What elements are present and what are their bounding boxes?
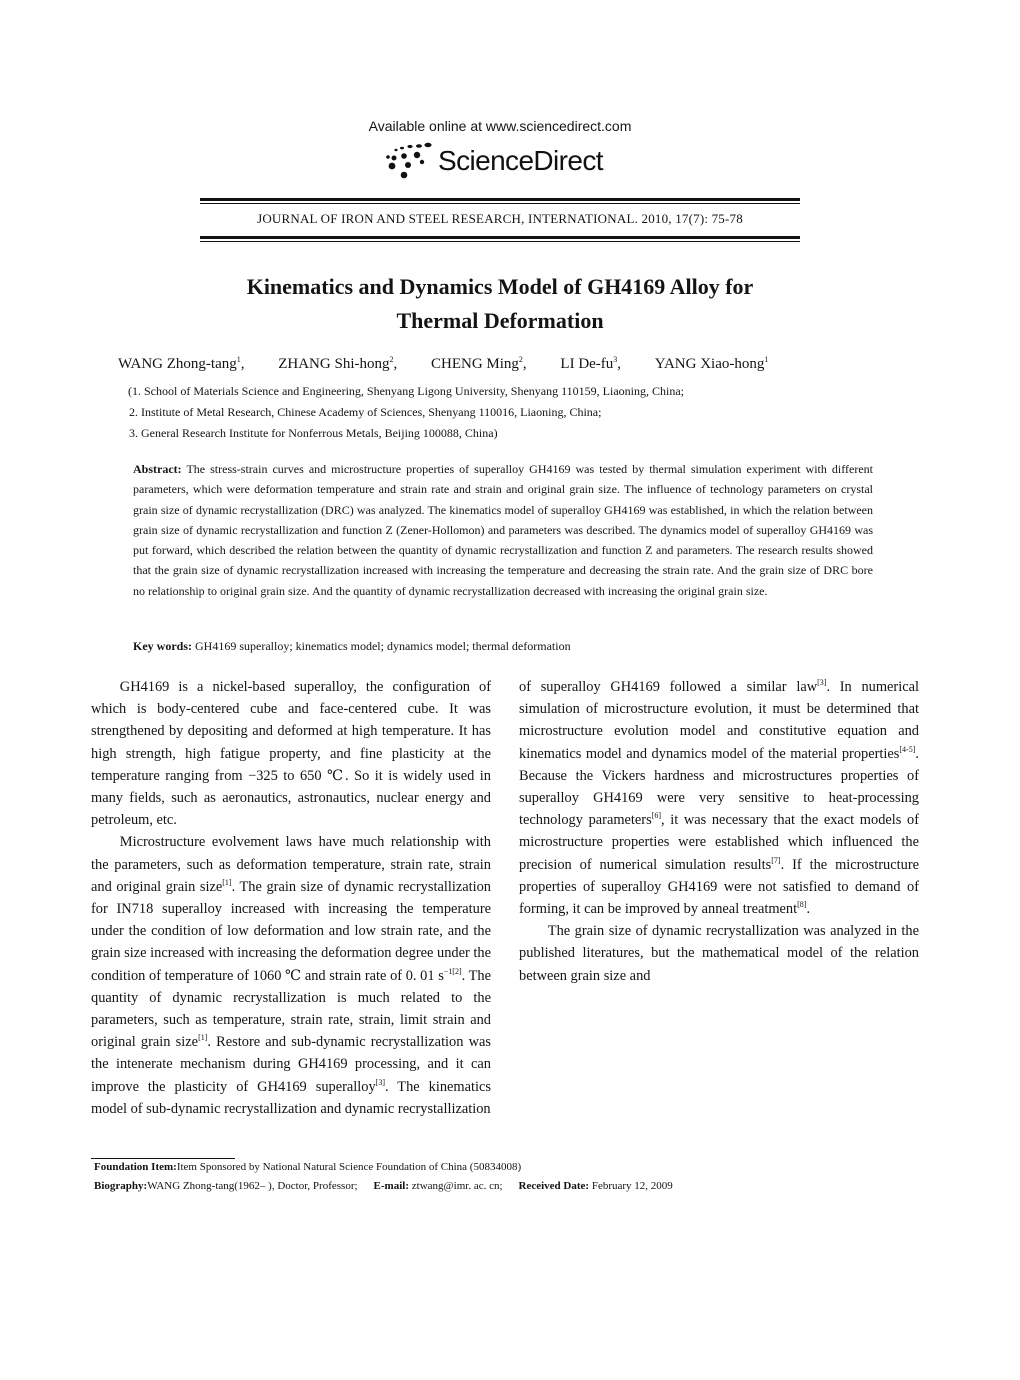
footnote-label: E-mail: xyxy=(373,1180,409,1192)
footnote-text: Item Sponsored by National Natural Science Foundation of China (50834008) xyxy=(176,1161,522,1173)
footnote-text: February 12, 2009 xyxy=(591,1180,673,1192)
citation-ref: [3] xyxy=(817,678,827,688)
body-text: . Because the Vickers hardness and microstructures properties of superalloy GH4169 were very sensitive to heat-processing technology parameters xyxy=(519,745,919,829)
author-name: WANG Zhong-tang xyxy=(118,356,237,372)
author-affiliation-mark: 1 xyxy=(236,355,241,364)
keywords-text: GH4169 superalloy; kinematics model; dynamics model; thermal deformation xyxy=(195,639,571,653)
body-text: , it was necessary that the exact models of microstructure properties were established which influenced the precision of numerical simulation results xyxy=(519,812,919,873)
citation-ref: [1] xyxy=(198,1033,208,1043)
citation-ref: [8] xyxy=(797,900,807,910)
sciencedirect-dots-icon xyxy=(380,138,440,184)
citation-ref: [7] xyxy=(771,855,781,865)
paper-title-line: Thermal Deformation xyxy=(396,308,604,333)
author-separator: , xyxy=(240,356,245,372)
header-rule xyxy=(200,203,800,204)
body-text: . If the microstructure properties of superalloy GH4169 were not satisfied to demand of forming, it can be improved by anneal treatment xyxy=(519,856,920,918)
body-text: . In numerical simulation of microstructure evolution, it must be determined that microstructure evolution model and constitutive equation and kinematics model and dynamics model of the material properties xyxy=(519,679,919,762)
body-column-left xyxy=(91,676,491,1120)
footnote-text: ztwang@imr. ac. cn; xyxy=(411,1180,503,1192)
header-rule xyxy=(200,236,800,239)
author xyxy=(655,355,769,373)
body-text: of superalloy GH4169 followed a similar law xyxy=(519,679,818,695)
footnote-rule xyxy=(91,1158,235,1159)
citation-ref: [4-5] xyxy=(899,744,916,754)
author-list xyxy=(118,355,768,373)
sciencedirect-logo xyxy=(380,138,640,184)
body-text: Microstructure evolvement laws have much relationship with the parameters, such as deformation temperature, strain rate, strain and original grain size xyxy=(91,834,491,895)
affiliation-list xyxy=(128,381,684,444)
body-paragraph xyxy=(91,831,491,1120)
citation-ref: [1] xyxy=(222,878,232,888)
body-text: . The quantity of dynamic recrystallization is much related to the parameters, such as temperature, strain rate, strain, limit strain and original grain size xyxy=(91,967,491,1051)
body-paragraph xyxy=(519,676,919,920)
keywords-label: Key words: xyxy=(133,639,192,653)
citation-ref: [3] xyxy=(375,1077,385,1087)
keywords xyxy=(133,636,873,656)
author-separator: , xyxy=(522,356,527,372)
author-affiliation-mark: 2 xyxy=(518,355,523,364)
author-affiliation-mark: 1 xyxy=(764,355,769,364)
citation-ref: −1[2] xyxy=(443,966,462,976)
footnote-label: Biography: xyxy=(94,1180,148,1192)
author-affiliation-mark: 2 xyxy=(389,355,394,364)
author-separator: , xyxy=(617,356,622,372)
paper-title-line: Kinematics and Dynamics Model of GH4169 Alloy for xyxy=(246,274,754,299)
available-online-text: Available online at www.sciencedirect.com xyxy=(368,118,632,134)
author xyxy=(560,355,621,373)
author xyxy=(278,355,397,373)
body-paragraph: The grain size of dynamic recrystallization was analyzed in the published literatures, but the mathematical model of the relation between grain size and xyxy=(519,923,919,984)
footnote-biography xyxy=(94,1180,673,1192)
author-name: CHENG Ming xyxy=(430,356,519,372)
author-affiliation-mark: 3 xyxy=(613,355,618,364)
body-text: . The kinematics model of sub-dynamic recrystallization and dynamic recrystallization xyxy=(91,1078,492,1117)
author-name: ZHANG Shi-hong xyxy=(278,356,390,372)
journal-citation: JOURNAL OF IRON AND STEEL RESEARCH, INTERNATIONAL. 2010, 17(7): 75-78 xyxy=(257,211,743,226)
body-text: . The grain size of dynamic recrystallization for IN718 superalloy increased with increasing the temperature under the condition of low deformation and low strain rate, and the grain size increased with increasing the deformation degree under the condition of temperature of 1060 ℃ and strain rate of 0. 01 s xyxy=(91,878,491,984)
footnote-label: Foundation Item: xyxy=(94,1161,177,1173)
abstract xyxy=(133,459,873,601)
affiliation: 3. General Research Institute for Nonferrous Metals, Beijing 100088, China) xyxy=(129,426,498,440)
footnote-label: Received Date: xyxy=(518,1180,590,1192)
paper-title xyxy=(100,270,900,338)
abstract-text: The stress-strain curves and microstructure properties of superalloy GH4169 was tested by thermal simulation experiment with different parameters, which were deformation temperature and strain rate and strain and original grain size. The influence of technology parameters on crystal grain size of dynamic recrystallization (DRC) was analyzed. The kinematics model of superalloy GH4169 was established, in which the relation between grain size of dynamic recrystallization and function Z (Zener-Hollomon) and parameters was described. The dynamics model of superalloy GH4169 was put forward, which described the relation between the quantity of dynamic recrystallization and function Z and parameters. The research results showed that the grain size of dynamic recrystallization increased with increasing the temperature and decreasing the strain rate. And the grain size of DRC bore no relationship to original grain size. And the quantity of dynamic recrystallization decreased with increasing the original grain size. xyxy=(133,462,873,598)
author xyxy=(431,355,527,373)
body-column-right xyxy=(519,676,919,987)
author-separator: , xyxy=(393,356,398,372)
body-text: . xyxy=(806,901,811,918)
author xyxy=(118,355,244,373)
header-rule xyxy=(200,198,800,201)
citation-ref: [6] xyxy=(651,811,662,821)
affiliation: 2. Institute of Metal Research, Chinese Academy of Sciences, Shenyang 110016, Liaoning, China; xyxy=(129,405,602,419)
body-text: . Restore and sub-dynamic recrystallization was the intenerate mechanism during GH4169 processing, and it can improve the plasticity of GH4169 superalloy xyxy=(91,1034,492,1095)
author-name: LI De-fu xyxy=(560,356,614,372)
abstract-label: Abstract: xyxy=(133,462,182,476)
affiliation: (1. School of Materials Science and Engineering, Shenyang Ligong University, Shenyang 110159, Liaoning, China; xyxy=(128,384,685,398)
author-name: YANG Xiao-hong xyxy=(654,356,765,372)
body-paragraph: GH4169 is a nickel-based superalloy, the configuration of which is body-centered cube and face-centered cube. It was strengthened by depositing and deformed at high temperature. It has high strength, high fatigue property, and fine plasticity at the temperature ranging from −325 to 650 ℃. So it is widely used in many fields, such as aeronautics, astronautics, nuclear energy and petroleum, etc. xyxy=(91,679,491,829)
sciencedirect-wordmark: ScienceDirect xyxy=(438,145,603,176)
header-rule xyxy=(200,241,800,242)
footnote-text: WANG Zhong-tang(1962– ), Doctor, Professor; xyxy=(147,1180,358,1192)
footnote-foundation xyxy=(94,1161,521,1173)
